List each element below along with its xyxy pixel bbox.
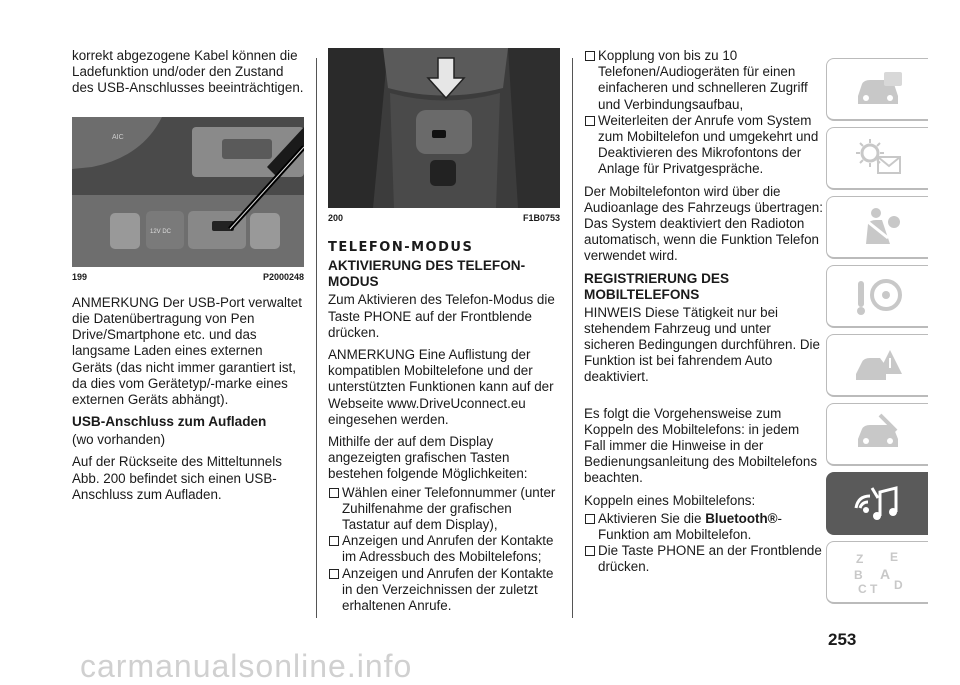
intro-paragraph: korrekt abgezogene Kabel können die Ladefunktion und/oder den Zustand des USB-Anschlusses beeinträchtigen. xyxy=(72,48,304,96)
car-dashboard-icon xyxy=(850,66,906,112)
figure-code: F1B0753 xyxy=(522,213,560,223)
paragraph-3: Es folgt die Vorgehensweise zum Koppeln des Mobiltelefons: in jedem Fall immer die Hinweise in der Bedienungsanleitung des Mobiltelefons beachten. xyxy=(584,405,818,486)
tab-steering-start[interactable] xyxy=(826,265,928,328)
paragraph-1: Der Mobiltelefonton wird über die Audioanlage des Fahrzeugs übertragen: Das System deaktiviert den Radioton automatisch, wenn die Funktion Telefon verwendet wird. xyxy=(584,183,823,264)
index-letter: D xyxy=(893,578,903,592)
bullet-item: Die Taste PHONE an der Frontblende drücken. xyxy=(584,543,824,575)
figure-number: 199 xyxy=(72,271,88,282)
bullet-item: Anzeigen und Anrufen der Kontakte in den Verzeichnissen der zuletzt erhaltenen Anrufe. xyxy=(328,566,560,615)
usb-port-photo xyxy=(72,117,304,267)
section-body: Auf der Rückseite des Mitteltunnels Abb. 200 befindet sich einen USB-Anschluss zum Aufladen. xyxy=(72,454,282,502)
steering-start-icon xyxy=(850,273,906,319)
figure-199-caption xyxy=(72,269,304,285)
airbag-safety-icon xyxy=(850,204,906,250)
column-divider xyxy=(316,58,317,618)
index-letter: B xyxy=(853,568,863,582)
tab-airbag-safety[interactable] xyxy=(826,196,928,259)
bullet-item: Kopplung von bis zu 10 Telefonen/Audiogeräten für einen einfacheren und schnelleren Zugriff und Verbindungsaufbau, xyxy=(584,48,824,113)
bullet-text: -Funktion am Mobiltelefon. xyxy=(598,510,782,543)
12v-label: 12V DC xyxy=(150,228,172,235)
page-number: 253 xyxy=(828,630,857,649)
multimedia-icon xyxy=(850,480,906,526)
column-1 xyxy=(72,48,304,509)
figure-199 xyxy=(72,117,304,267)
tab-multimedia[interactable] xyxy=(826,472,928,535)
tab-emergency[interactable] xyxy=(826,334,928,397)
index-letter: A xyxy=(879,566,890,582)
warning-lights-icon xyxy=(850,135,906,181)
bullet-text: Aktivieren Sie die xyxy=(598,510,706,526)
maintenance-icon xyxy=(850,411,906,457)
section-heading: REGISTRIERUNG DES MOBILTELEFONS xyxy=(584,270,730,302)
index-letter: Z xyxy=(855,552,863,566)
notice-paragraph: HINWEIS Diese Tätigkeit nur bei stehendem Fahrzeug und unter sicheren Bedingungen durchführen. Die Funktion ist bei fahrendem Auto deaktiviert. xyxy=(584,304,820,385)
note-paragraph: ANMERKUNG Der USB-Port verwaltet die Datenübertragung von Pen Drive/Smartphone etc. und das langsame Laden eines externen Geräts (das nicht immer garantiert ist, da dies vom Gerätetyp/-marke eines externen Geräts abhängt). xyxy=(72,294,302,408)
watermark: carmanualsonline.info xyxy=(80,648,413,684)
figure-200 xyxy=(328,48,560,208)
index-icon xyxy=(850,549,906,595)
section-subtitle: (wo vorhanden) xyxy=(72,432,166,448)
chapter-tabs xyxy=(826,58,928,610)
paragraph-2: ANMERKUNG Eine Auflistung der kompatiblen Mobiltelefone und der unterstützten Funktionen kann auf der Webseite www.DriveUconnect.eu eingesehen werden. xyxy=(328,347,554,427)
tab-car-dashboard[interactable] xyxy=(826,58,928,121)
index-letter: T xyxy=(869,582,877,595)
bullet-item: Weiterleiten der Anrufe vom System zum Mobiltelefon und umgekehrt und Deaktivieren des Mikrofontons der Anlage für Privatgespräche. xyxy=(584,113,824,178)
index-letter: C xyxy=(857,582,867,595)
paragraph-4: Koppeln eines Mobiltelefons: xyxy=(584,492,756,508)
index-letter: E xyxy=(889,550,898,564)
column-3 xyxy=(584,48,824,576)
tab-warning-lights[interactable] xyxy=(826,127,928,190)
figure-200-caption xyxy=(328,210,560,226)
aic-label: AIC xyxy=(112,133,124,141)
center-tunnel-photo xyxy=(328,48,560,208)
figure-number: 200 xyxy=(328,213,344,223)
column-divider xyxy=(572,58,573,618)
emergency-icon xyxy=(850,342,906,388)
tab-maintenance[interactable] xyxy=(826,403,928,466)
bullet-item: Wählen einer Telefonnummer (unter Zuhilfenahme der grafischen Tastatur auf dem Display), xyxy=(328,485,560,534)
paragraph-3: Mithilfe der auf dem Display angezeigten grafischen Tasten bestehen folgende Möglichkeiten: xyxy=(328,434,528,482)
section-heading: AKTIVIERUNG DES TELEFON-MODUS xyxy=(328,258,526,290)
paragraph-1: Zum Aktivieren des Telefon-Modus die Taste PHONE auf der Frontblende drücken. xyxy=(328,292,555,340)
column-2 xyxy=(328,48,560,614)
tab-index[interactable] xyxy=(826,541,928,604)
figure-code: P2000248 xyxy=(262,271,304,282)
chapter-title: TELEFON-MODUS xyxy=(328,240,474,256)
section-heading: USB-Anschluss zum Aufladen xyxy=(72,414,267,430)
bullet-item: Anzeigen und Anrufen der Kontakte im Adressbuch des Mobiltelefons; xyxy=(328,533,560,565)
bluetooth-term: Bluetooth® xyxy=(705,510,778,526)
bullet-item xyxy=(584,511,824,543)
